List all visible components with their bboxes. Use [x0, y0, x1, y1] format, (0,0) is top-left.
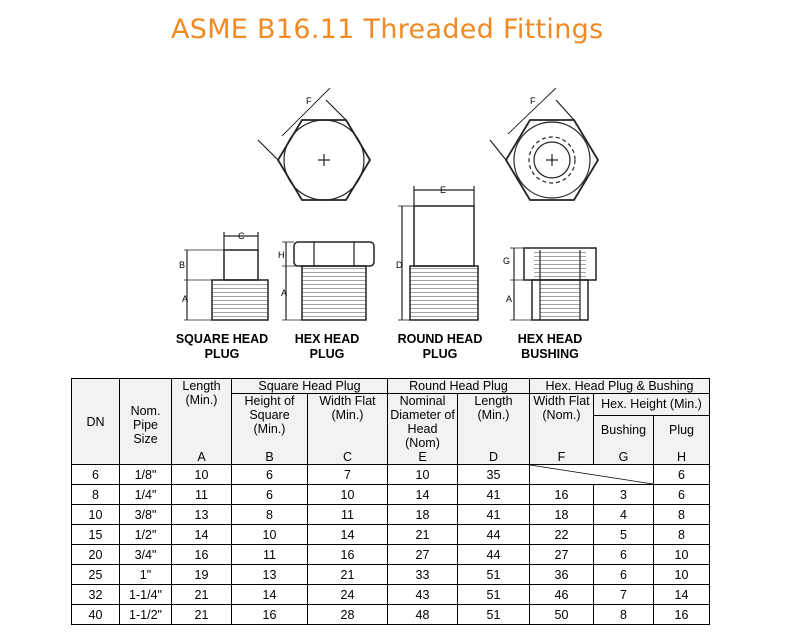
header-line: (Min.): [331, 408, 364, 422]
table-row: [72, 585, 710, 605]
dim-label-d: D: [396, 260, 403, 270]
caption-line: PLUG: [422, 347, 458, 361]
cell-a: 11: [172, 485, 232, 505]
caption-line: HEX HEAD: [294, 332, 360, 346]
cell-d: 44: [458, 525, 530, 545]
cell-b: 10: [232, 525, 308, 545]
cell-b: 11: [232, 545, 308, 565]
header-letter-g: G: [594, 443, 654, 464]
header-line: Height of: [244, 394, 295, 408]
cell-b: 14: [232, 585, 308, 605]
header-line: Nom.: [130, 403, 161, 418]
cell-b: 6: [232, 465, 308, 485]
caption-square-head-plug: [172, 332, 272, 362]
header-sq-height: [232, 394, 308, 444]
cell-c: 10: [308, 485, 388, 505]
header-hx-height: Hex. Height (Min.): [594, 394, 710, 416]
header-square-group: Square Head Plug: [232, 379, 388, 394]
header-round-group: Round Head Plug: [388, 379, 530, 394]
cell-dn: 40: [72, 605, 120, 625]
dim-label-h: H: [278, 250, 285, 260]
header-line: (Min.): [185, 393, 218, 407]
cell-g: 7: [594, 585, 654, 605]
cell-f: 50: [530, 605, 594, 625]
cell-c: 11: [308, 505, 388, 525]
cell-g: 5: [594, 525, 654, 545]
cell-a: 16: [172, 545, 232, 565]
round-head-plug-side-view: [398, 186, 478, 320]
cell-c: 7: [308, 465, 388, 485]
header-hex-group: Hex. Head Plug & Bushing: [530, 379, 710, 394]
header-letter-h: H: [654, 443, 710, 464]
cell-h: 16: [654, 605, 710, 625]
cell-g: 3: [594, 485, 654, 505]
header-line: (Nom.): [542, 408, 581, 422]
header-length: [172, 379, 232, 444]
cell-d: 41: [458, 505, 530, 525]
caption-line: HEX HEAD: [517, 332, 583, 346]
page-title: ASME B16.11 Threaded Fittings: [171, 14, 604, 45]
cell-f: 46: [530, 585, 594, 605]
caption-line: PLUG: [309, 347, 345, 361]
cell-d: 51: [458, 605, 530, 625]
cell-nps: 1/4": [120, 485, 172, 505]
cell-nps: 1/2": [120, 525, 172, 545]
header-hx-width: [530, 394, 594, 444]
header-line: Width Flat: [319, 394, 376, 408]
hex-head-plug-side-view: [282, 242, 374, 320]
header-rd-diameter: [388, 394, 458, 465]
table-row: [72, 465, 710, 485]
cell-dn: 10: [72, 505, 120, 525]
cell-g: 8: [594, 605, 654, 625]
cell-h: 8: [654, 525, 710, 545]
cell-dn: 25: [72, 565, 120, 585]
cell-e: 18: [388, 505, 458, 525]
cell-a: 10: [172, 465, 232, 485]
caption-line: ROUND HEAD: [397, 332, 483, 346]
cell-b: 6: [232, 485, 308, 505]
header-line: (Min.): [253, 422, 286, 436]
header-line: Pipe: [132, 417, 159, 432]
dim-label-g: G: [503, 256, 511, 266]
diagonal-strike: [530, 465, 653, 484]
header-rd-length: [458, 394, 530, 444]
header-nps: [120, 379, 172, 465]
table-row: [72, 605, 710, 625]
caption-line: BUSHING: [521, 347, 579, 361]
cell-d: 51: [458, 585, 530, 605]
cell-dn: 32: [72, 585, 120, 605]
cell-a: 21: [172, 585, 232, 605]
cell-c: 14: [308, 525, 388, 545]
cell-a: 14: [172, 525, 232, 545]
table-row: [72, 565, 710, 585]
dim-label-a-3: A: [506, 294, 513, 304]
header-line: Width Flat: [533, 394, 590, 408]
header-line: Nominal: [399, 394, 446, 408]
cell-dn: 6: [72, 465, 120, 485]
cell-c: 21: [308, 565, 388, 585]
cell-f: 18: [530, 505, 594, 525]
cell-e: 33: [388, 565, 458, 585]
dim-label-a-2: A: [281, 288, 288, 298]
table-row: [72, 525, 710, 545]
hex-plug-top-view: [258, 88, 370, 200]
caption-round-head-plug: [392, 332, 488, 362]
cell-nps: 1": [120, 565, 172, 585]
table-row: [72, 545, 710, 565]
cell-dn: 8: [72, 485, 120, 505]
cell-d: 35: [458, 465, 530, 485]
header-sq-width: [308, 394, 388, 444]
header-line: (Min.): [477, 408, 510, 422]
cell-e: 10: [388, 465, 458, 485]
cell-f: 22: [530, 525, 594, 545]
caption-hex-head-plug: [282, 332, 372, 362]
table-row: [72, 505, 710, 525]
dim-label-f-2: F: [530, 96, 536, 106]
cell-b: 16: [232, 605, 308, 625]
cell-h: 6: [654, 465, 710, 485]
caption-hex-head-bushing: [508, 332, 592, 362]
cell-h: 14: [654, 585, 710, 605]
cell-f: 27: [530, 545, 594, 565]
cell-f: 36: [530, 565, 594, 585]
header-line: Square: [249, 408, 290, 422]
cell-h: 10: [654, 545, 710, 565]
caption-line: PLUG: [204, 347, 240, 361]
cell-h: 10: [654, 565, 710, 585]
cell-d: 44: [458, 545, 530, 565]
header-line: Head: [407, 422, 438, 436]
cell-a: 21: [172, 605, 232, 625]
header-letter-f: F: [530, 443, 594, 464]
caption-line: SQUARE HEAD: [175, 332, 269, 346]
cell-a: 13: [172, 505, 232, 525]
cell-d: 41: [458, 485, 530, 505]
header-letter-c: C: [308, 443, 388, 464]
header-line: Length: [182, 379, 221, 393]
header-line: Length: [474, 394, 513, 408]
cell-h: 8: [654, 505, 710, 525]
cell-dn: 20: [72, 545, 120, 565]
cell-c: 16: [308, 545, 388, 565]
cell-dn: 15: [72, 525, 120, 545]
hex-bushing-side-view: [510, 248, 596, 320]
cell-c: 24: [308, 585, 388, 605]
cell-c: 28: [308, 605, 388, 625]
dim-label-b: B: [179, 260, 186, 270]
cell-e: 14: [388, 485, 458, 505]
cell-g: 4: [594, 505, 654, 525]
cell-a: 19: [172, 565, 232, 585]
dim-label-c: C: [238, 231, 245, 241]
cell-b: 13: [232, 565, 308, 585]
cell-g: 6: [594, 545, 654, 565]
header-line: Diameter of: [390, 408, 455, 422]
dim-label-a-1: A: [182, 294, 189, 304]
cell-g: 6: [594, 565, 654, 585]
cell-nps: 1-1/2": [120, 605, 172, 625]
table-row: [72, 485, 710, 505]
cell-e: 21: [388, 525, 458, 545]
cell-h: 6: [654, 485, 710, 505]
header-line: Size: [133, 431, 158, 446]
header-letter-b: B: [232, 443, 308, 464]
cell-nps: 1/8": [120, 465, 172, 485]
header-letter-e: E: [418, 450, 427, 464]
header-line: (Nom): [405, 436, 440, 450]
header-letter-a: A: [172, 443, 232, 464]
dimensions-table: [71, 378, 710, 625]
header-dn: DN: [72, 379, 120, 465]
cell-e: 43: [388, 585, 458, 605]
cell-nps: 3/4": [120, 545, 172, 565]
cell-e: 48: [388, 605, 458, 625]
dim-label-e: E: [440, 185, 447, 195]
cell-nps: 1-1/4": [120, 585, 172, 605]
cell-not-applicable: [530, 465, 654, 485]
cell-d: 51: [458, 565, 530, 585]
cell-nps: 3/8": [120, 505, 172, 525]
header-plug: Plug: [654, 415, 710, 443]
cell-f: 16: [530, 485, 594, 505]
hex-bushing-top-view: [490, 88, 598, 200]
header-bushing: Bushing: [594, 415, 654, 443]
header-letter-d: D: [458, 443, 530, 464]
cell-e: 27: [388, 545, 458, 565]
square-head-plug-side-view: [184, 232, 268, 320]
cell-b: 8: [232, 505, 308, 525]
dim-label-f-1: F: [306, 96, 312, 106]
